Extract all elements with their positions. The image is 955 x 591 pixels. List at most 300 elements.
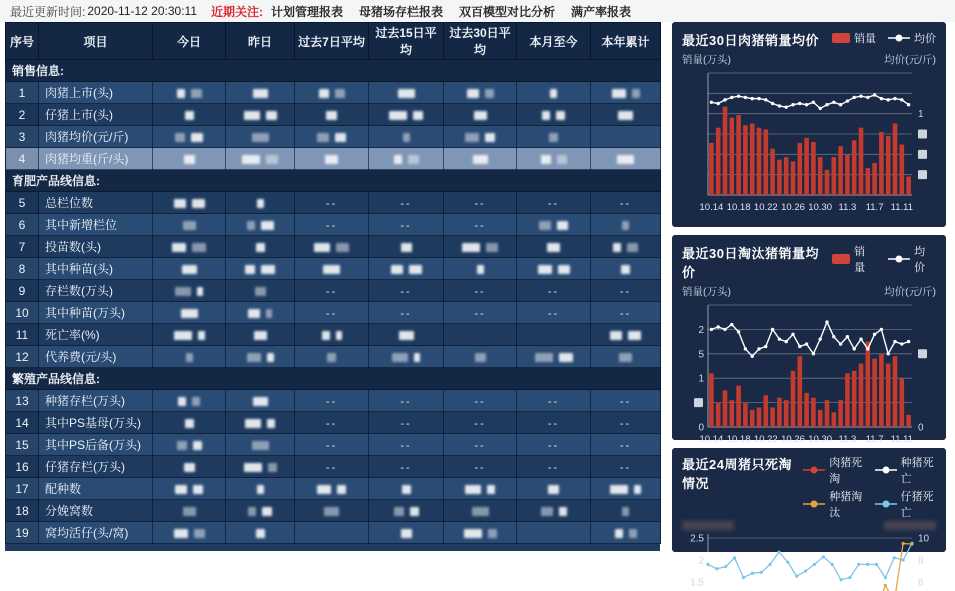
data-cell (444, 390, 517, 412)
axis-tick-label: 1 (698, 374, 704, 385)
data-cell (295, 104, 369, 126)
redacted-value (559, 353, 573, 362)
row-label: 肉猪均重(斤/头) (39, 148, 153, 170)
bar-sales (770, 149, 775, 195)
data-cell (295, 346, 369, 368)
x-tick-label: 10.30 (808, 434, 832, 445)
bar-sales (899, 378, 904, 427)
topbar-menu-item-3[interactable]: 满产率报表 (571, 3, 631, 20)
bar-sales (723, 107, 728, 195)
data-cell (153, 346, 226, 368)
bar-sales (797, 356, 802, 427)
data-cell (591, 412, 661, 434)
table-row[interactable] (6, 302, 661, 324)
section-header-row (6, 60, 661, 82)
bar-sales (886, 136, 891, 195)
empty-value-dashes: -- (326, 220, 337, 232)
empty-value-dashes: -- (474, 440, 485, 452)
redacted-value (403, 133, 410, 142)
row-label: 其中种苗(万头) (39, 302, 153, 324)
data-cell (295, 126, 369, 148)
empty-value-dashes: -- (326, 462, 337, 474)
data-cell (444, 434, 517, 456)
section-title: 销售信息: (6, 60, 661, 82)
bar-sales (906, 415, 911, 427)
line-avg-price (711, 95, 908, 108)
redacted-value (401, 529, 412, 538)
redacted-value (175, 485, 187, 494)
bar-sales (797, 143, 802, 195)
x-tick-label: 10.26 (781, 202, 805, 213)
data-cell (369, 302, 444, 324)
data-cell (369, 390, 444, 412)
redacted-value (314, 243, 330, 252)
row-label: 代养费(元/头) (39, 346, 153, 368)
data-cell (153, 302, 226, 324)
redacted-value (268, 463, 277, 472)
data-cell (517, 434, 591, 456)
table-row[interactable] (6, 192, 661, 214)
redacted-value (612, 89, 626, 98)
data-cell (444, 258, 517, 280)
legend-bar-swatch (832, 254, 850, 264)
redacted-value (319, 89, 329, 98)
redacted-value (462, 243, 480, 252)
empty-value-dashes: -- (400, 286, 411, 298)
row-label: 其中种苗(头) (39, 258, 153, 280)
redacted-value (262, 507, 272, 516)
bar-sales (872, 359, 877, 427)
empty-value-dashes: -- (400, 198, 411, 210)
row-number: 14 (6, 412, 39, 434)
chart-header (682, 30, 936, 49)
redacted-value (391, 265, 403, 274)
table-row[interactable] (6, 346, 661, 368)
legend-item-均价[interactable] (888, 30, 936, 46)
redacted-value (547, 243, 560, 252)
row-label: 存栏数(万头) (39, 280, 153, 302)
row-label: 其中新增栏位 (39, 214, 153, 236)
data-cell (226, 82, 295, 104)
chart-header (682, 243, 936, 281)
right-axis-label: 均价(元/斤) (884, 284, 936, 299)
row-number: 9 (6, 280, 39, 302)
data-cell (295, 412, 369, 434)
bar-sales (893, 356, 898, 427)
bar-sales (838, 146, 843, 195)
redacted-value (398, 89, 415, 98)
data-cell (517, 500, 591, 522)
empty-value-dashes: -- (474, 198, 485, 210)
redacted-value (541, 507, 553, 516)
chart-panel-cull-pig-sales-price (672, 235, 946, 440)
empty-value-dashes: -- (474, 286, 485, 298)
redacted-value (256, 243, 265, 252)
topbar-menu-item-2[interactable]: 双百模型对比分析 (459, 3, 555, 20)
bar-sales (791, 161, 796, 195)
column-header-1: 项目 (39, 23, 153, 60)
data-cell (369, 258, 444, 280)
redacted-value (473, 155, 488, 164)
redacted-value (408, 155, 419, 164)
redacted-value (177, 441, 187, 450)
bar-sales (729, 400, 734, 427)
row-label: 肉猪均价(元/斤) (39, 126, 153, 148)
redacted-left-axis-label (682, 521, 734, 530)
redacted-value (336, 331, 342, 340)
data-cell (153, 214, 226, 236)
data-cell (153, 126, 226, 148)
redacted-value (413, 111, 423, 120)
data-cell (153, 478, 226, 500)
topbar-menu-item-0[interactable]: 计划管理报表 (271, 3, 343, 20)
x-tick-label: 10.22 (754, 202, 778, 213)
redacted-value (326, 111, 337, 120)
bar-sales (865, 342, 870, 427)
redacted-value (197, 287, 203, 296)
table-row[interactable] (6, 390, 661, 412)
data-cell (369, 192, 444, 214)
data-cell (444, 82, 517, 104)
table-row[interactable] (6, 324, 661, 346)
legend-label: 肉猪死淘 (829, 454, 864, 486)
data-cell (591, 346, 661, 368)
x-tick-label: 10.30 (808, 202, 832, 213)
redacted-value (317, 133, 329, 142)
data-cell (369, 478, 444, 500)
bar-sales (757, 407, 762, 427)
redacted-value (629, 529, 637, 538)
empty-value-dashes: -- (548, 418, 559, 430)
table-row[interactable] (6, 258, 661, 280)
bar-sales (831, 412, 836, 427)
redacted-value (174, 529, 188, 538)
empty-value-dashes: -- (400, 418, 411, 430)
redacted-value (467, 89, 479, 98)
bar-sales (845, 373, 850, 427)
redacted-value (477, 265, 484, 274)
data-cell (444, 500, 517, 522)
column-header-4: 过去7日平均 (295, 23, 369, 60)
section-header-row (6, 368, 661, 390)
bar-sales (750, 410, 755, 427)
data-cell (369, 236, 444, 258)
table-row[interactable] (6, 236, 661, 258)
redacted-value (193, 441, 202, 450)
data-cell (444, 412, 517, 434)
bar-sales (777, 160, 782, 195)
redacted-value (261, 221, 274, 230)
table-row[interactable] (6, 280, 661, 302)
legend-item-种猪淘汰[interactable] (803, 488, 864, 520)
redacted-value (255, 287, 266, 296)
bar-sales (804, 393, 809, 427)
table-row[interactable] (6, 412, 661, 434)
chart-canvas (682, 299, 936, 451)
data-cell (295, 522, 369, 544)
data-cell (153, 500, 226, 522)
data-cell (591, 522, 661, 544)
bar-sales (709, 373, 714, 427)
data-cell (153, 434, 226, 456)
table-row[interactable] (6, 522, 661, 544)
table-row[interactable] (6, 82, 661, 104)
data-cell (295, 192, 369, 214)
data-cell (517, 214, 591, 236)
redacted-value (472, 507, 489, 516)
redacted-axis-tick (918, 150, 927, 159)
redacted-value (183, 507, 196, 516)
x-tick-label: 10.26 (781, 434, 805, 445)
data-cell (369, 434, 444, 456)
legend-item-销量[interactable] (832, 30, 876, 46)
redacted-right-axis-label (884, 521, 936, 530)
data-cell (517, 192, 591, 214)
redacted-value (244, 111, 260, 120)
redacted-value (183, 221, 196, 230)
empty-value-dashes: -- (620, 418, 631, 430)
table-row[interactable] (6, 126, 661, 148)
redacted-value (252, 133, 269, 142)
bar-sales (716, 128, 721, 195)
axis-labels-row (682, 284, 936, 299)
bar-sales (879, 354, 884, 427)
redacted-value (414, 353, 420, 362)
data-cell (369, 214, 444, 236)
legend-label: 种猪淘汰 (829, 488, 864, 520)
redacted-value (402, 485, 411, 494)
data-cell (517, 522, 591, 544)
row-number: 17 (6, 478, 39, 500)
redacted-value (267, 419, 275, 428)
data-cell (444, 324, 517, 346)
chart-legend (803, 454, 936, 520)
left-axis-label: 销量(万头) (682, 284, 731, 299)
table-row[interactable] (6, 434, 661, 456)
data-cell (591, 280, 661, 302)
data-cell (226, 192, 295, 214)
empty-value-dashes: -- (474, 396, 485, 408)
data-cell (226, 236, 295, 258)
data-cell (226, 412, 295, 434)
x-tick-label: 10.14 (700, 434, 724, 445)
line-仔猪死亡 (708, 543, 912, 580)
data-cell (444, 148, 517, 170)
redacted-value (191, 133, 203, 142)
table-row[interactable] (6, 214, 661, 236)
bar-sales (893, 123, 898, 195)
empty-value-dashes: -- (400, 440, 411, 452)
bar-sales (879, 132, 884, 195)
data-cell (369, 500, 444, 522)
data-cell (591, 456, 661, 478)
bar-sales (729, 118, 734, 195)
empty-value-dashes: -- (326, 418, 337, 430)
bar-sales (825, 400, 830, 427)
data-cell (226, 500, 295, 522)
data-cell (517, 390, 591, 412)
redacted-value (627, 243, 638, 252)
row-number: 11 (6, 324, 39, 346)
x-tick-label: 11.3 (839, 202, 857, 213)
redacted-value (549, 133, 558, 142)
redacted-value (542, 111, 550, 120)
data-cell (591, 302, 661, 324)
redacted-value (192, 243, 206, 252)
bar-sales (865, 168, 870, 195)
data-cell (591, 500, 661, 522)
topbar-menu-item-1[interactable]: 母猪场存栏报表 (359, 3, 443, 20)
redacted-value (245, 419, 261, 428)
data-cell (295, 236, 369, 258)
data-cell (153, 456, 226, 478)
redacted-value (613, 243, 621, 252)
empty-value-dashes: -- (548, 396, 559, 408)
redacted-value (244, 463, 262, 472)
data-cell (444, 346, 517, 368)
redacted-value (337, 485, 346, 494)
table-row[interactable] (6, 456, 661, 478)
section-title: 繁殖产品线信息: (6, 368, 661, 390)
empty-value-dashes: -- (548, 308, 559, 320)
row-label: 死亡率(%) (39, 324, 153, 346)
column-header-0: 序号 (6, 23, 39, 60)
bar-sales (845, 155, 850, 195)
data-cell (226, 456, 295, 478)
redacted-value (410, 507, 419, 516)
redacted-value (192, 199, 205, 208)
redacted-value (558, 265, 570, 274)
report-table-panel (5, 22, 660, 551)
row-number: 7 (6, 236, 39, 258)
data-cell (153, 148, 226, 170)
legend-item-销量[interactable] (832, 243, 876, 275)
bar-sales (818, 410, 823, 427)
redacted-value (634, 485, 641, 494)
data-cell (369, 126, 444, 148)
empty-value-dashes: -- (620, 198, 631, 210)
data-cell (369, 82, 444, 104)
data-cell (444, 280, 517, 302)
redacted-value (335, 89, 345, 98)
data-cell (517, 236, 591, 258)
redacted-value (185, 419, 194, 428)
x-tick-label: 11.11 (891, 434, 913, 445)
bar-sales (709, 143, 714, 195)
axis-tick-label: 5 (698, 349, 704, 360)
empty-value-dashes: -- (400, 462, 411, 474)
line-avg-price (711, 322, 908, 356)
legend-label: 销量 (854, 243, 876, 275)
data-cell (295, 324, 369, 346)
x-tick-label: 11.11 (891, 202, 913, 213)
redacted-value (174, 199, 186, 208)
data-cell (517, 126, 591, 148)
row-number: 12 (6, 346, 39, 368)
bar-sales (811, 142, 816, 195)
table-row[interactable] (6, 500, 661, 522)
data-cell (517, 324, 591, 346)
redacted-value (324, 507, 339, 516)
column-header-3: 昨日 (226, 23, 295, 60)
row-number: 19 (6, 522, 39, 544)
table-row[interactable] (6, 104, 661, 126)
row-number: 5 (6, 192, 39, 214)
chart-panel-pig-sales-price (672, 22, 946, 227)
axis-tick-label: 8 (918, 556, 924, 567)
table-row-selected[interactable] (6, 148, 661, 170)
legend-item-仔猪死亡[interactable] (875, 488, 936, 520)
data-cell (226, 478, 295, 500)
data-cell (591, 390, 661, 412)
redacted-value (327, 353, 336, 362)
chart-title: 最近24周猪只死淘情况 (682, 454, 803, 492)
legend-item-肉猪死淘[interactable] (803, 454, 864, 486)
data-cell (369, 324, 444, 346)
redacted-value (257, 199, 264, 208)
empty-value-dashes: -- (620, 396, 631, 408)
legend-item-均价[interactable] (888, 243, 936, 275)
data-cell (295, 82, 369, 104)
data-cell (444, 214, 517, 236)
data-cell (369, 104, 444, 126)
row-number: 18 (6, 500, 39, 522)
redacted-value (336, 243, 349, 252)
report-table (5, 22, 661, 544)
empty-value-dashes: -- (620, 286, 631, 298)
redacted-value (487, 485, 495, 494)
axis-tick-label: 0 (698, 423, 704, 434)
data-cell (153, 258, 226, 280)
data-cell (226, 434, 295, 456)
row-number: 3 (6, 126, 39, 148)
data-cell (226, 126, 295, 148)
redacted-axis-tick (918, 349, 927, 358)
redacted-value (464, 529, 482, 538)
data-cell (517, 412, 591, 434)
table-row[interactable] (6, 478, 661, 500)
bar-sales (906, 176, 911, 195)
data-cell (517, 258, 591, 280)
legend-item-种猪死亡[interactable] (875, 454, 936, 486)
redacted-value (557, 155, 567, 164)
data-cell (226, 522, 295, 544)
empty-value-dashes: -- (474, 220, 485, 232)
redacted-value (181, 309, 198, 318)
redacted-value (191, 89, 202, 98)
redacted-value (261, 265, 275, 274)
redacted-value (488, 529, 497, 538)
row-label: 配种数 (39, 478, 153, 500)
x-tick-label: 10.14 (700, 202, 724, 213)
redacted-axis-tick (694, 398, 703, 407)
empty-value-dashes: -- (400, 396, 411, 408)
redacted-value (184, 463, 195, 472)
empty-value-dashes: -- (400, 308, 411, 320)
legend-label: 销量 (854, 30, 876, 46)
data-cell (153, 324, 226, 346)
row-label: 其中PS基母(万头) (39, 412, 153, 434)
axis-labels-row (682, 52, 936, 67)
bar-sales (818, 157, 823, 195)
redacted-value (185, 111, 194, 120)
redacted-value (182, 265, 197, 274)
legend-label: 种猪死亡 (901, 454, 936, 486)
data-cell (591, 434, 661, 456)
row-label: 其中PS后备(万头) (39, 434, 153, 456)
data-cell (295, 434, 369, 456)
empty-value-dashes: -- (548, 440, 559, 452)
